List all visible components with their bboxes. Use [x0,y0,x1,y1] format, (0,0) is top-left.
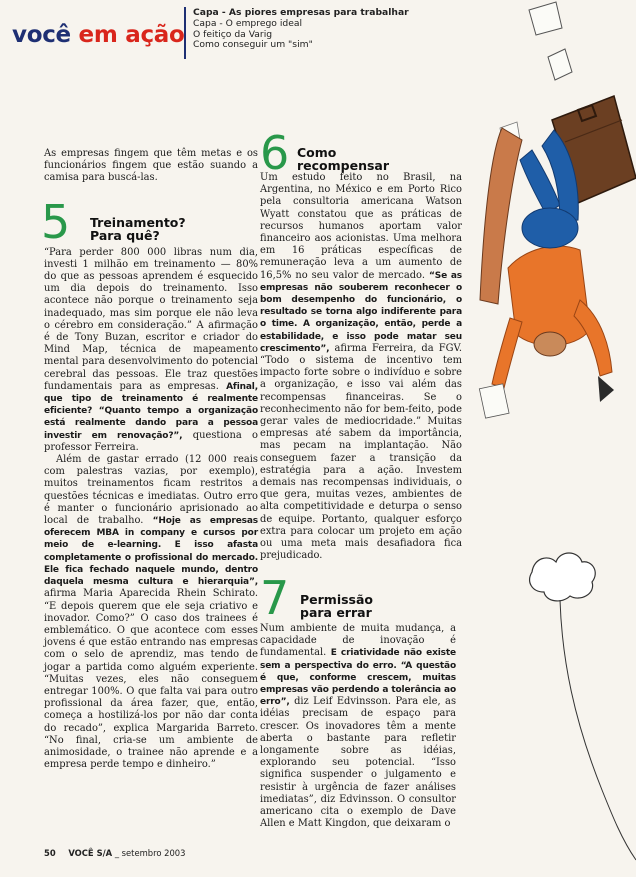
section-6-heading [260,126,460,180]
s5p1-text-a: “Para perder 800 000 libras num dia, investi 1 milhão em treinamento — 80% do que as pessoas aprendem é esquecido um dia depois do treinamento. Isso acontece não porque o treinamento seja inadequado, mas sim porque ele não leva o cérebro em consideração.” A afirmação é de Tony Buzan, escritor e criador do Mind Map, técnica de mapeamento mental para desenvolvimento do potencial cerebral das pessoas. Ele traz questões fundamentais para as empresas. [44,246,258,392]
s5p2-bold: “Hoje as empresas oferecem MBA in company e cursos por meio de e-learning. E isso afasta completamente o profissional do mercado. Ele fica fechado naquele mundo, dentro daquela mesma cultura e hierarquia”, [44,516,258,588]
section-6-title [297,146,389,172]
businessman-illustration [462,0,636,877]
section-6-number: 6 [260,126,290,180]
section-index [193,8,453,51]
section-7-heading [260,571,460,625]
s5p1-text-b: questiona o professor Ferreira. [44,429,259,453]
header-divider [184,7,186,59]
section-6-title-line1: Como [297,145,337,160]
section-5-title-line2: Para quê? [90,227,160,243]
s7p1-text-b: diz Leif Edvinsson. Para ele, as idéias precisam de espaço para crescer. Os inovadores têm a mente aberta o bastante para refletir longamente sobre as idéias, explorando seu potencial. “Isso significa suspender o julgamento e resistir à urgência de fazer análises imediatas”, diz Edvinsson. O consultor americano cita o exemplo de Dave Allen e Matt Kingdon, que deixaram o [260,696,457,830]
section-6-paragraph [260,172,462,563]
section-7-paragraph [260,623,456,830]
speech-balloon-icon [530,553,636,860]
section-6-title-line2: recompensar [297,158,390,173]
right-column-upper [260,172,462,563]
index-item-3: O feitiço da Varig [193,28,273,40]
s6p1-text-b: afirma Ferreira, da FGV. “Todo o sistema de incentivo tem impacto forte sobre o indivíduo e sobre a organização, e isso vai além das recompensas financeiras. Se o reconhecimento não for bem-feito, pode gerar vales de mediocridade.” Muitas empresas até sabem da importância, mas pecam na implantação. Não conseguem fazer a transição da estratégia para a ação. Investem demais nas recompensas individuais, o que gera, muitas vezes, ambientes de alta competitividade e deturpa o senso de equipe. Portanto, qualquer esforço extra para colocar um projeto em ação ou uma meta mais desafiadora fica prejudicado. [260,342,462,562]
section-5-paragraph-2 [44,454,258,771]
index-item-4: Como conseguir um "sim" [193,39,313,51]
left-column [41,148,259,771]
s6p1-text-a: Um estudo feito no Brasil, na Argentina, no México e em Porto Rico pela consultoria americana Watson Wyatt constatou que as práticas de recursos humanos aportam valor financeiro aos acionistas. Uma melhora em 16 práticas específicas de remuneração leva a um aumento de 16,5% no seu valor de mercado. [260,172,462,281]
section-5-title-line1: Treinamento? [90,214,186,230]
index-item-1: Capa - As piores empresas para trabalhar [193,7,409,18]
issue-date: _ setembro 2003 [114,848,186,858]
s6p1-bold: “Se as empresas não souberem reconhecer o bom desempenho do funcionário, o resultado se torna algo indiferente para o time. A organização, então, perde a estabilidade, e isso pode matar seu crescimento”, [260,270,462,354]
section-5-heading [41,194,258,249]
s5p2-text-a: Além de gastar errado (12 000 reais com palestras vazias, por exemplo), muitos treinamentos ficam restritos a questões técnicas e imediatas. Outro erro é manter o funcionário aprisionado ao local de trabalho. [44,454,258,527]
section-7-title-line1: Permissão [300,592,374,607]
logo-word-em-acao: em ação [78,22,185,48]
section-5-paragraph-1 [44,247,258,454]
s7p1-text-a: Num ambiente de muita mudança, a capacidade de inovação é fundamental. [260,623,456,659]
right-column-lower [260,623,456,830]
section-7-title [300,593,373,619]
section-logo [12,22,185,48]
magazine-name: VOCÊ S/A [68,848,113,858]
section-7-number: 7 [260,571,290,625]
intro-paragraph: As empresas fingem que têm metas e os funcionários fingem que estão suando a camisa para buscá-las. [44,148,258,184]
section-7-title-line2: para errar [300,605,372,620]
index-item-2: Capa - O emprego ideal [193,17,303,29]
section-5-number: 5 [41,194,71,249]
s7p1-bold: E criatividade não existe sem a perspectiva do erro. “A questão é que, conforme crescem, muitas empresas vão perdendo a tolerância ao erro”, [260,648,456,708]
page-footer [44,848,185,858]
s5p2-text-b: afirma Maria Aparecida Rhein Schirato. “E depois querem que ele seja criativo e inovador. Como?” O caso dos trainees é emblemático. O que acontece com esses jovens é que estão entrando nas empresas com o selo de aprendiz, mas tendo de jogar a partida como alguém experiente. “Muitas vezes, eles não conseguem entregar 100%. O que falta vai para outro profissional da área fazer, que, então, começa a hostilizá-los por não dar conta do recado”, explica Margarida Barreto. “No final, cria-se um ambiente de animosidade, o trainee não aprende e a empresa perde tempo e dinheiro.” [44,588,258,771]
s5p1-bold: Afinal, que tipo de treinamento é realmente eficiente? “Quanto tempo a organização está realmente dando para a pessoa investir em renovação?”, [44,381,259,441]
logo-word-voce: você [12,22,71,48]
section-5-title [90,216,186,242]
page-number: 50 [44,848,56,858]
